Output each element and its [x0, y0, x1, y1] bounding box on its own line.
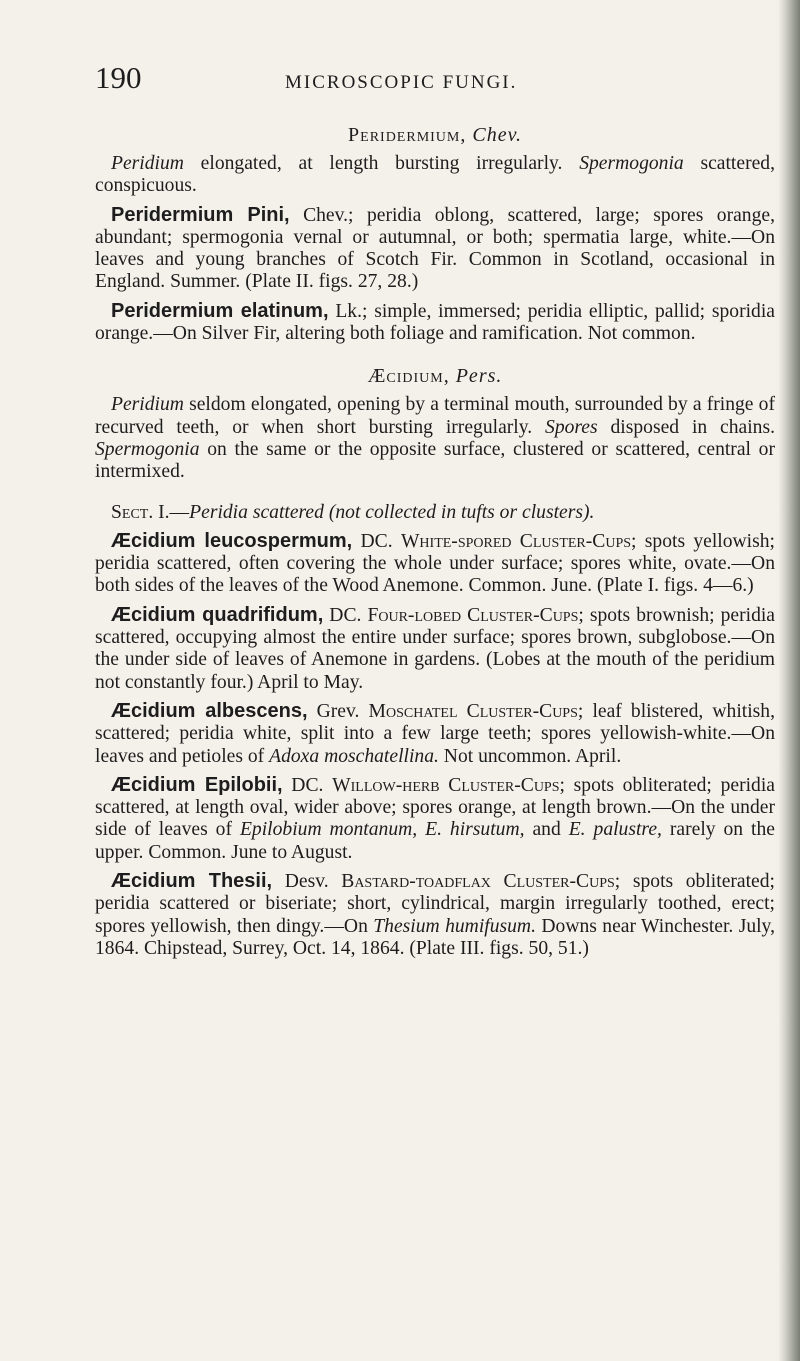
italic-term: Spores [545, 416, 598, 438]
text-run: DC. [323, 604, 368, 626]
text-run: disposed in chains. [597, 416, 775, 438]
text-run: Grev. [307, 700, 369, 722]
species-entry [95, 300, 775, 346]
species-name: Peridermium Pini, [111, 203, 290, 226]
species-name: Æcidium Epilobii, [111, 773, 283, 796]
italic-term: E. palustre, [568, 819, 662, 841]
text-run: Chev.; peridia oblong, scattered, large; spores orange, abundant; spermogonia vernal or autumnal, or both; spermatia large, white.—On leaves and young branches of Scotch Fir. Common in Scotland, occasional in England. Summer. (Plate II. figs. 27, 28.) [95, 204, 775, 293]
text-run: rarely on the upper. Common. June to August. [95, 819, 775, 863]
text-run: scattered, conspicuous. [95, 153, 775, 197]
species-entry [95, 604, 775, 694]
text-run: seldom elongated, opening by a terminal mouth, surrounded by a fringe of recurved teeth, or when short bursting irregularly. [95, 394, 775, 438]
page-binding-edge [778, 0, 800, 1361]
species-name: Æcidium leucospermum, [111, 529, 353, 552]
italic-term: Spermogonia [579, 153, 684, 174]
italic-term: Peridium [111, 394, 184, 416]
genus-name: Peridermium, [348, 124, 467, 146]
species-entry [95, 870, 775, 960]
species-name: Æcidium Thesii, [111, 870, 273, 893]
genus-description [95, 394, 775, 483]
text-run: ; spots obliterated; peridia scattered, at length oval, wider above; spores orange, at length brown.—On the under side of leaves of [95, 774, 775, 841]
genus-heading-aecidium [95, 365, 775, 388]
text-run: Not uncommon. April. [438, 745, 622, 767]
genus-author: Chev. [472, 124, 522, 146]
species-name: Æcidium quadrifidum, [111, 603, 324, 626]
text-run: ; spots obliterated; peridia scattered or biseriate; short, cylindrical, margin irregularly toothed, erect; spores yellowish, then dingy.—On [95, 871, 775, 937]
common-name: White-spored Cluster-Cups [400, 530, 632, 552]
species-list [95, 204, 775, 346]
text-run: elongated, at length bursting irregularly. [183, 153, 580, 174]
italic-term: Adoxa moschatellina. [269, 745, 439, 767]
genus-author: Pers. [455, 365, 503, 388]
italic-term: Peridium [111, 153, 184, 174]
text-run: DC. [282, 774, 333, 796]
running-title: MICROSCOPIC FUNGI. [285, 72, 518, 93]
section-title: Peridia scattered (not collected in tufts or clusters). [189, 501, 595, 523]
species-name: Æcidium albescens, [111, 699, 308, 722]
text-run: ; leaf blistered, whitish, scattered; peridia white, split into a few large teeth; spores yellowish-white.—On leaves and petioles of [95, 700, 776, 767]
italic-term: Epilobium montanum, E. hirsutum, [239, 819, 525, 841]
text-run: Desv. [272, 871, 342, 893]
running-head [95, 60, 775, 100]
italic-term: Spermogonia [95, 438, 200, 460]
italic-term: Thesium humifusum. [373, 915, 536, 937]
text-run: ; spots yellowish; peridia scattered, often covering the whole under surface; spores white, ovate.—On both sides of the leaves of the Wood Anemone. Common. June. (Plate I. figs. 4—6.) [95, 530, 775, 597]
book-page [95, 60, 775, 960]
common-name: Moschatel Cluster-Cups [368, 700, 578, 722]
section-label: Sect. I.— [111, 501, 190, 523]
species-entry [95, 700, 775, 768]
common-name: Bastard-toadflax Cluster-Cups [341, 871, 615, 893]
genus-description [95, 153, 775, 198]
text-run: DC. [352, 530, 401, 552]
text-run: Lk.; simple, immersed; peridia elliptic, pallid; sporidia orange.—On Silver Fir, altering both foliage and ramification. Not common. [95, 300, 775, 345]
text-run: and [524, 819, 569, 841]
genus-name: Æcidium, [367, 365, 450, 388]
section-heading [95, 502, 775, 524]
common-name: Willow-herb Cluster-Cups [332, 774, 560, 796]
common-name: Four-lobed Cluster-Cups [367, 604, 579, 626]
species-entry [95, 530, 775, 598]
text-run: ; spots brownish; peridia scattered, occupying almost the entire under surface; spores brown, subglobose.—On the under side of leaves of Anemone in gardens. (Lobes at the mouth of the peridium not constantly four.) April to May. [95, 604, 776, 693]
text-run: on the same or the opposite surface, clustered or scattered, central or intermixed. [95, 438, 775, 483]
species-name: Peridermium elatinum, [111, 299, 329, 322]
species-entry [95, 774, 775, 864]
page-number: 190 [95, 60, 142, 95]
text-run: Downs near Winchester. July, 1864. Chipstead, Surrey, Oct. 14, 1864. (Plate III. figs. 50, 51.) [95, 915, 775, 959]
genus-heading-peridermium [95, 124, 775, 147]
species-list [95, 530, 775, 960]
species-entry [95, 204, 775, 294]
